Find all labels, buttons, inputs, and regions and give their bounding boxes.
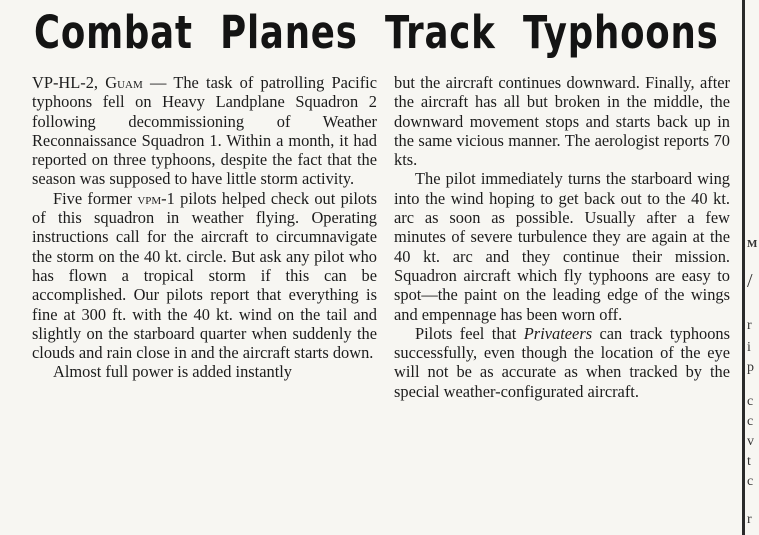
paragraph-2 xyxy=(32,189,377,363)
aircraft-name: Privateers xyxy=(523,323,593,343)
column-divider xyxy=(742,0,745,535)
edge-fragment: t xyxy=(747,454,751,469)
edge-fragment: / xyxy=(747,270,753,292)
paragraph-5: The pilot immediately turns the starboard wing into the wind hoping to get back out to the 40 kt. arc as soon as possible. Usually after a few minutes of severe turbulence they are again at the 40 kt. arc and they continue their mission. Squadron aircraft which fly typhoons are easy to spot—the paint on the leading edge of the wings and empennage has been worn off. xyxy=(394,169,730,324)
edge-fragment: i xyxy=(747,340,751,355)
paragraph-3: Almost full power is added instantly xyxy=(53,362,293,382)
edge-fragment: v xyxy=(747,434,754,449)
edge-fragment: c xyxy=(747,394,754,409)
paragraph-1 xyxy=(32,73,377,189)
right-column xyxy=(394,73,730,401)
dateline-place: Guam xyxy=(105,73,143,92)
dateline: VP-HL-2, xyxy=(32,73,106,92)
squadron-designation: vpm-1 xyxy=(137,188,175,208)
edge-fragment: M xyxy=(747,238,758,250)
edge-fragment: r xyxy=(747,318,752,333)
paragraph-6 xyxy=(394,324,730,401)
paragraph-6-text: can track typhoons successfully, even though the location of the eye will not be as accurate as when tracked by the special weather-configurated aircraft. xyxy=(394,323,730,401)
article-headline: Combat Planes Track Typhoons xyxy=(34,6,719,59)
paragraph-2-text: pilots helped check out pilots of this squadron in weather flying. Operating instructions call for the aircraft to circumnavigate the storm on the 40 kt. circle. But ask any pilot who has flown a tropical storm if this can be accomplished. Our pilots report that everything is fine at 300 ft. with the 40 kt. wind on the tail and slightly on the starboard quarter when suddenly the clouds and rain close in and the aircraft starts down. xyxy=(32,188,377,363)
edge-fragment: p xyxy=(747,360,754,375)
edge-fragment: c xyxy=(747,474,754,489)
paragraph-1-text: — The task of patrolling Pacific typhoons fell on Heavy Landplane Squadron 2 following decommissioning of Weather Reconnaissance Squadron 1. Within a month, it had reported on three typhoons, despite the fact that the season was supposed to have little storm activity. xyxy=(32,73,377,189)
paragraph-4: but the aircraft continues downward. Finally, after the aircraft has all but broken in the middle, the downward movement stops and starts back up in the same vicious manner. The aerologist reports 70 kts. xyxy=(394,73,730,170)
edge-fragment: r xyxy=(747,512,752,527)
edge-fragment: c xyxy=(747,414,754,429)
paragraph-6-start: Pilots feel that xyxy=(415,323,524,343)
paragraph-2-start: Five former xyxy=(53,188,138,208)
left-column xyxy=(32,73,377,382)
